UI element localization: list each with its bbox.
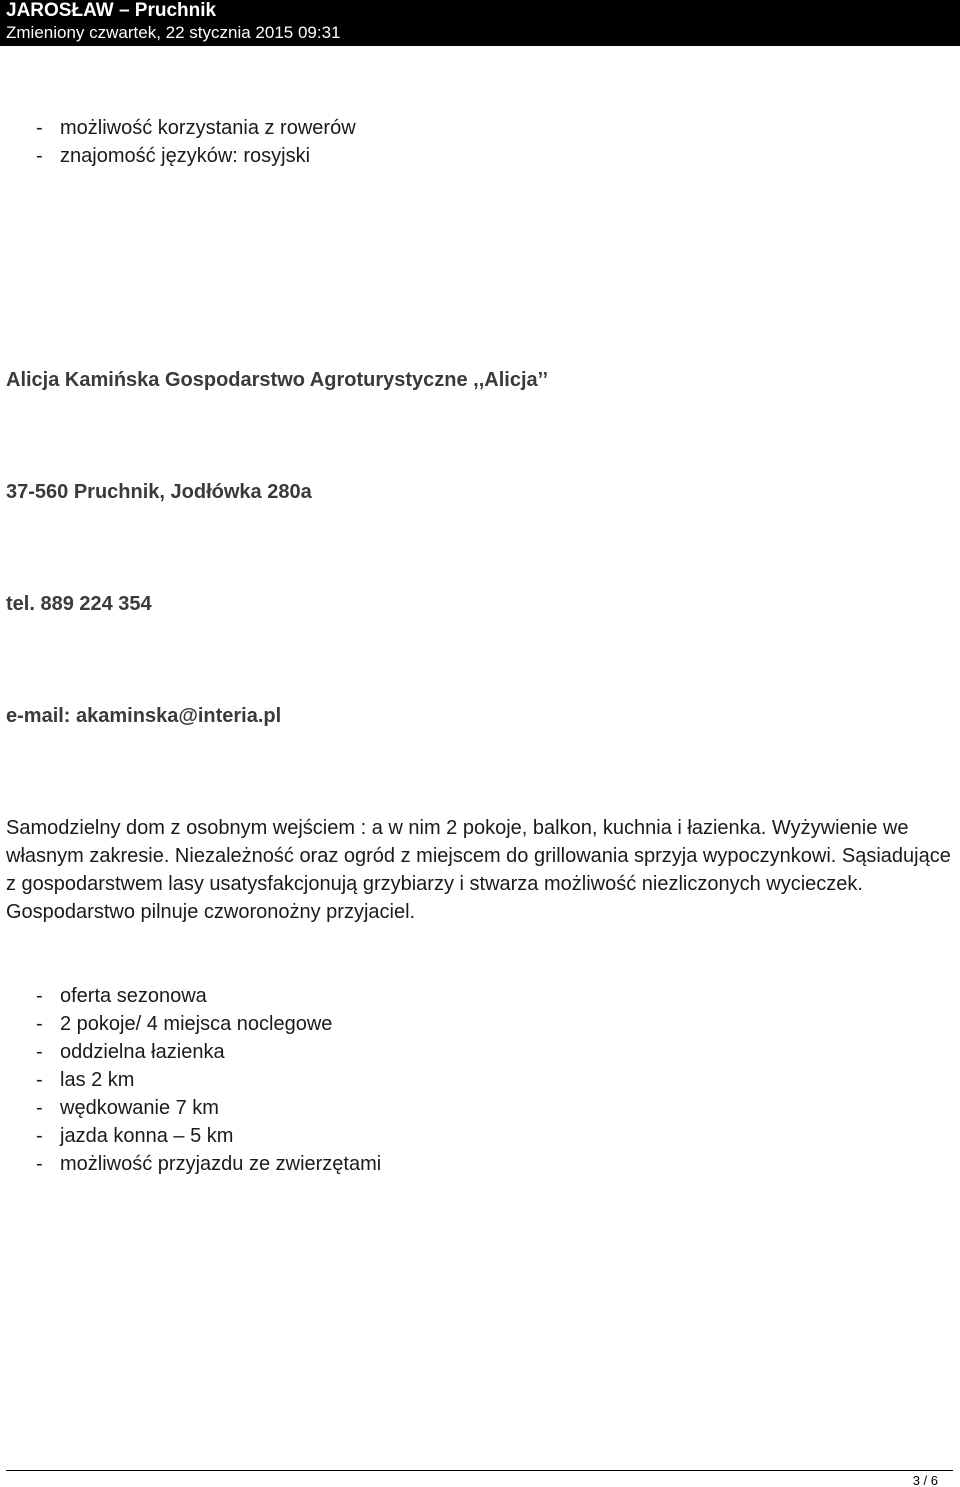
list-item-text: możliwość korzystania z rowerów (60, 117, 356, 139)
list-dash: - (36, 1125, 43, 1147)
list-item-text: oferta sezonowa (60, 985, 207, 1007)
list-item-text: oddzielna łazienka (60, 1041, 225, 1063)
footer-divider (6, 1470, 953, 1471)
page-header (0, 0, 960, 46)
list-item (36, 1066, 381, 1094)
list-dash: - (36, 117, 43, 139)
farm-address: 37-560 Pruchnik, Jodłówka 280a (6, 481, 312, 503)
list-item-text: możliwość przyjazdu ze zwierzętami (60, 1153, 382, 1175)
list-item (36, 1094, 381, 1122)
list-item (36, 1122, 381, 1150)
farm-email: e-mail: akaminska@interia.pl (6, 705, 282, 727)
farm-description: Samodzielny dom z osobnym wejściem : a w nim 2 pokoje, balkon, kuchnia i łazienka. Wyżywienie we własnym zakresie. Niezależność oraz ogród z miejscem do grillowania sprzyja wypoczynkowi. Sąsiadujące z gospodarstwem lasy usatysfakcjonują grzybiarzy i stwarza możliwość niezliczonych wycieczek. Gospodarstwo pilnuje czworonożny przyjaciel. (6, 817, 951, 923)
list-dash: - (36, 1013, 43, 1035)
list-item-text: 2 pokoje/ 4 miejsca noclegowe (60, 1013, 333, 1035)
amenities-list-bottom (36, 982, 381, 1178)
farm-phone: tel. 889 224 354 (6, 593, 152, 615)
list-item-text: znajomość języków: rosyjski (60, 145, 311, 167)
list-item-text: jazda konna – 5 km (60, 1125, 234, 1147)
list-dash: - (36, 1041, 43, 1063)
farm-name: Alicja Kamińska Gospodarstwo Agroturystyczne ,,Alicja’’ (6, 369, 549, 391)
header-modified-date: Zmieniony czwartek, 22 stycznia 2015 09:31 (6, 23, 341, 42)
list-dash: - (36, 1069, 43, 1091)
list-dash: - (36, 1153, 43, 1175)
list-item-text: las 2 km (60, 1069, 135, 1091)
page-number: 3 / 6 (912, 1473, 938, 1487)
list-item (36, 1038, 381, 1066)
amenities-list-top (36, 114, 356, 170)
list-item (36, 982, 381, 1010)
list-item (36, 1010, 381, 1038)
list-dash: - (36, 1097, 43, 1119)
list-item (36, 114, 356, 142)
list-item (36, 142, 356, 170)
header-title: JAROSŁAW – Pruchnik (6, 0, 217, 21)
list-item (36, 1150, 381, 1178)
list-dash: - (36, 985, 43, 1007)
list-item-text: wędkowanie 7 km (60, 1097, 219, 1119)
list-dash: - (36, 145, 43, 167)
